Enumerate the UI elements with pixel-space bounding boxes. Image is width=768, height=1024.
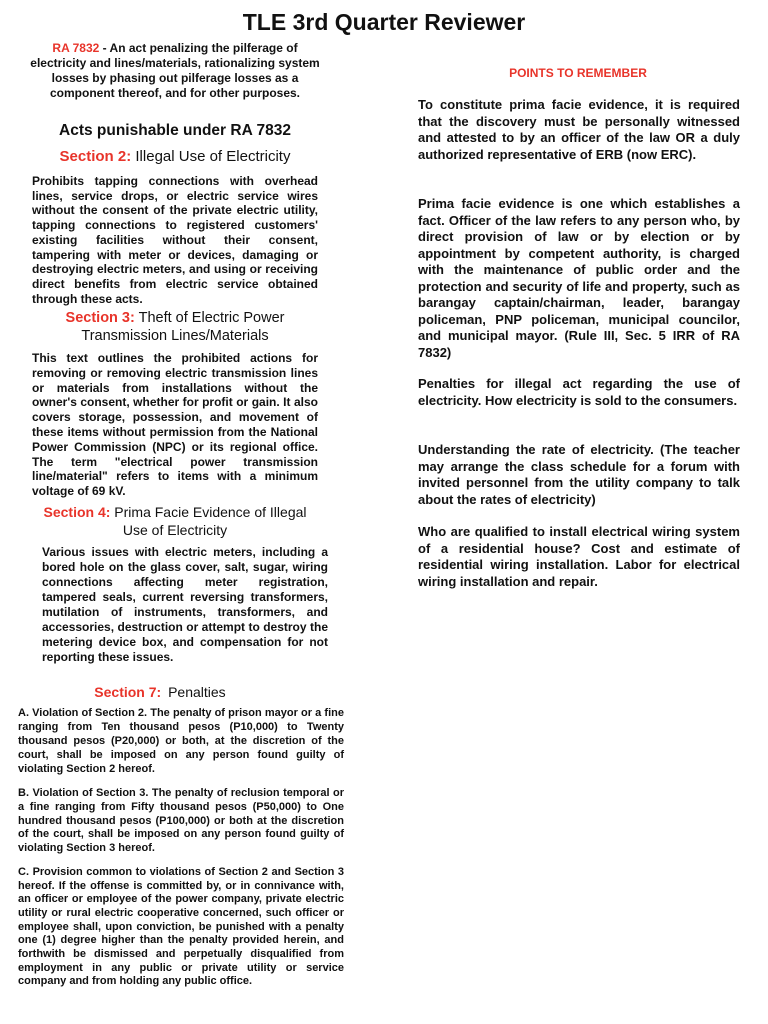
point-item: Penalties for illegal act regarding the use of electricity. How electricity is sold to the consumers. (418, 376, 740, 408)
point-item: To constitute prima facie evidence, it is required that the discovery must be personally witnessed and attested to by an officer of the law OR a duly authorized representative of ERB (now ERC). (418, 97, 740, 162)
point-item: Prima facie evidence is one which establishes a fact. Officer of the law refers to any person who, by direct provision of law or by election or by appointment by competent authority, is charged with the maintenance of public order and the protection and security of life and property, such as barangay captain/chairman, leader, barangay policeman, PNP policeman, municipal councilor, and municipal mayor. (Rule III, Sec. 5 IRR of RA 7832) (418, 196, 740, 360)
section-2-title: Illegal Use of Electricity (135, 148, 291, 165)
section-3-title: Theft of Electric Power Transmission Lines/Materials (81, 310, 285, 344)
ra-intro-text: - An act penalizing the pilferage of electricity and lines/materials, rationalizing system losses by phasing out pilferage losses as a component thereof, and for other purposes. (30, 41, 320, 100)
section-7-title: Penalties (168, 684, 226, 700)
section-2-label: Section 2: (59, 148, 132, 165)
section-7-heading (60, 683, 260, 701)
ra-intro-label: RA 7832 (52, 41, 100, 55)
penalty-item-a: A. Violation of Section 2. The penalty of prison mayor or a fine ranging from Ten thousand pesos (P10,000) to Twenty thousand pesos (P20,000) or both, at the discretion of the court, shall be imposed on any person found guilty of violating Section 2 hereof. (18, 707, 344, 775)
section-7-label: Section 7: (94, 684, 162, 700)
points-heading: POINTS TO REMEMBER (509, 66, 647, 80)
section-2-heading (25, 147, 325, 167)
section-4-label: Section 4: (43, 504, 111, 520)
section-3-body: This text outlines the prohibited actions for removing or removing electric transmission lines or materials from installations without the owner's consent, whether for profit or gain. It also covers storage, possession, and movement of these items without permission from the National Power Commission (NPC) or its regional office. The term "electrical power transmission line/material" refers to items with a minimum voltage of 69 kV. (32, 351, 318, 499)
point-item: Understanding the rate of electricity. (The teacher may arrange the class schedule for a forum with invited personnel from the utility company to talk about the rates of electricity) (418, 442, 740, 507)
section-4-heading (35, 504, 315, 539)
penalty-item-c: C. Provision common to violations of Section 2 and Section 3 hereof. If the offense is committed by, or in connivance with, an officer or employee of the power company, private electric utility or rural electric cooperative concerned, such officer or employee shall, upon conviction, be punished with a penalty one (1) degree higher than the penalty provided herein, and forthwith be dismissed and perpetually disqualified from employment in any public or private utility or service company and from holding any public office. (18, 866, 344, 988)
section-4-body: Various issues with electric meters, including a bored hole on the glass cover, salt, sugar, wiring connections affecting meter registration, tampered seals, current reversing transformers, mutilation of instruments, transformers, and accessories, destruction or attempt to destroy the metering device box, and compensation for not reporting these issues. (42, 545, 328, 664)
penalty-item-b: B. Violation of Section 3. The penalty of reclusion temporal or a fine ranging from Fifty thousand pesos (P50,000) to One hundred thousand pesos (P100,000) or both at the discretion of the court, shall be imposed on any person found guilty of violating Section 3 hereof. (18, 787, 344, 854)
point-item: Who are qualified to install electrical wiring system of a residential house? Cost and estimate of residential wiring installation. Labor for electrical wiring installation and repair. (418, 524, 740, 589)
page-title: TLE 3rd Quarter Reviewer (242, 9, 526, 35)
section-4-title: Prima Facie Evidence of Illegal Use of Electricity (114, 504, 307, 538)
section-3-label: Section 3: (65, 310, 135, 326)
section-3-heading (40, 309, 310, 345)
ra-intro (30, 41, 320, 101)
acts-heading: Acts punishable under RA 7832 (59, 122, 291, 139)
section-2-body: Prohibits tapping connections with overhead lines, service drops, or electric service wires without the consent of the private electric utility, tapping connections to registered customers' existing facilities without their consent, tampering with meter or devices, damaging or destroying electric meters, and using or receiving direct benefits from electric service obtained through these acts. (32, 174, 318, 306)
